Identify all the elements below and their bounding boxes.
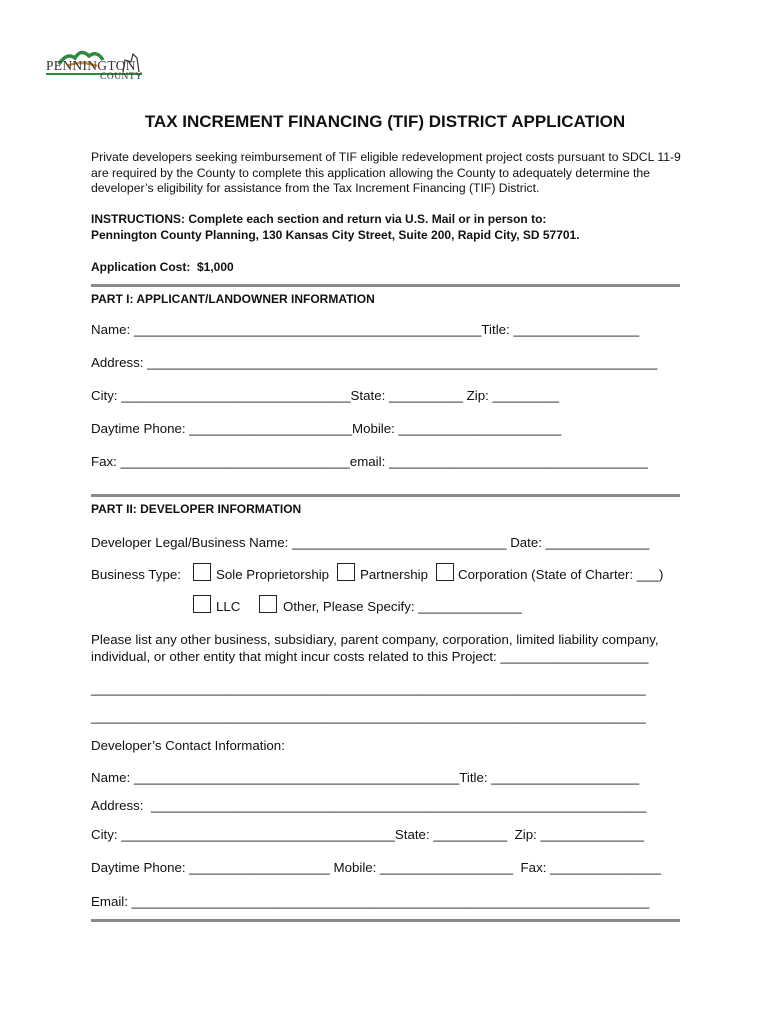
logo-text-pennington: PENNINGTON [46, 58, 136, 73]
business-type-label: Business Type: [91, 567, 181, 582]
sole-proprietorship-checkbox[interactable] [193, 563, 211, 581]
intro-paragraph: Private developers seeking reimbursement of TIF eligible redevelopment project costs pursuant to SDCL 11-9 are required by the County to complete this application allowing the County to adequately determine the developer’s eligibility for assistance from the Tax Increment Financing (TIF) District. [91, 150, 681, 195]
partnership-checkbox[interactable] [337, 563, 355, 581]
instructions-line-1: INSTRUCTIONS: Complete each section and return via U.S. Mail or in person to: [91, 212, 547, 226]
llc-checkbox[interactable] [193, 595, 211, 613]
related-entities-prompt: Please list any other business, subsidiary, parent company, corporation, limited liability company, [91, 632, 659, 647]
part2-heading: PART II: DEVELOPER INFORMATION [91, 502, 302, 516]
developer-legal-name-field[interactable]: Developer Legal/Business Name: _____________________________ Date: ______________ [91, 535, 650, 550]
sole-proprietorship-label: Sole Proprietorship [216, 567, 330, 582]
applicant-city-state-zip-field[interactable]: City: _______________________________State: __________ Zip: _________ [91, 388, 560, 403]
contact-phone-fax-field[interactable]: Daytime Phone: ___________________ Mobile: __________________ Fax: _______________ [91, 860, 662, 875]
related-entities-field[interactable]: individual, or other entity that might incur costs related to this Project: ____________________ [91, 649, 649, 664]
partnership-label: Partnership [360, 567, 428, 582]
related-entities-line-3[interactable]: ___________________________________________________________________________ [91, 709, 646, 724]
bottom-rule [91, 919, 680, 922]
application-cost: Application Cost: $1,000 [91, 260, 234, 274]
instructions-line-2: Pennington County Planning, 130 Kansas City Street, Suite 200, Rapid City, SD 57701. [91, 228, 580, 242]
part2-top-rule [91, 494, 680, 497]
other-checkbox[interactable] [259, 595, 277, 613]
corporation-checkbox[interactable] [436, 563, 454, 581]
corporation-label: Corporation (State of Charter: ___) [458, 567, 664, 582]
applicant-phone-field[interactable]: Daytime Phone: ______________________Mobile: ______________________ [91, 421, 562, 436]
contact-info-heading: Developer’s Contact Information: [91, 738, 285, 753]
county-logo [44, 28, 149, 86]
applicant-address-field[interactable]: Address: _____________________________________________________________________ [91, 355, 658, 370]
applicant-name-field[interactable]: Name: _______________________________________________Title: _________________ [91, 322, 640, 337]
contact-address-field[interactable]: Address: ___________________________________________________________________ [91, 798, 647, 813]
part1-top-rule [91, 284, 680, 287]
contact-name-field[interactable]: Name: ____________________________________________Title: ____________________ [91, 770, 640, 785]
related-entities-line-2[interactable]: ___________________________________________________________________________ [91, 681, 646, 696]
contact-email-field[interactable]: Email: ______________________________________________________________________ [91, 894, 650, 909]
contact-city-state-zip-field[interactable]: City: _____________________________________State: __________ Zip: ______________ [91, 827, 645, 842]
llc-label: LLC [216, 599, 241, 614]
logo-text-county: COUNTY [100, 72, 143, 82]
form-title: TAX INCREMENT FINANCING (TIF) DISTRICT APPLICATION [144, 112, 626, 131]
other-specify-field[interactable]: Other, Please Specify: ______________ [283, 599, 522, 614]
applicant-fax-email-field[interactable]: Fax: _______________________________email: ___________________________________ [91, 454, 648, 469]
part1-heading: PART I: APPLICANT/LANDOWNER INFORMATION [91, 292, 375, 306]
